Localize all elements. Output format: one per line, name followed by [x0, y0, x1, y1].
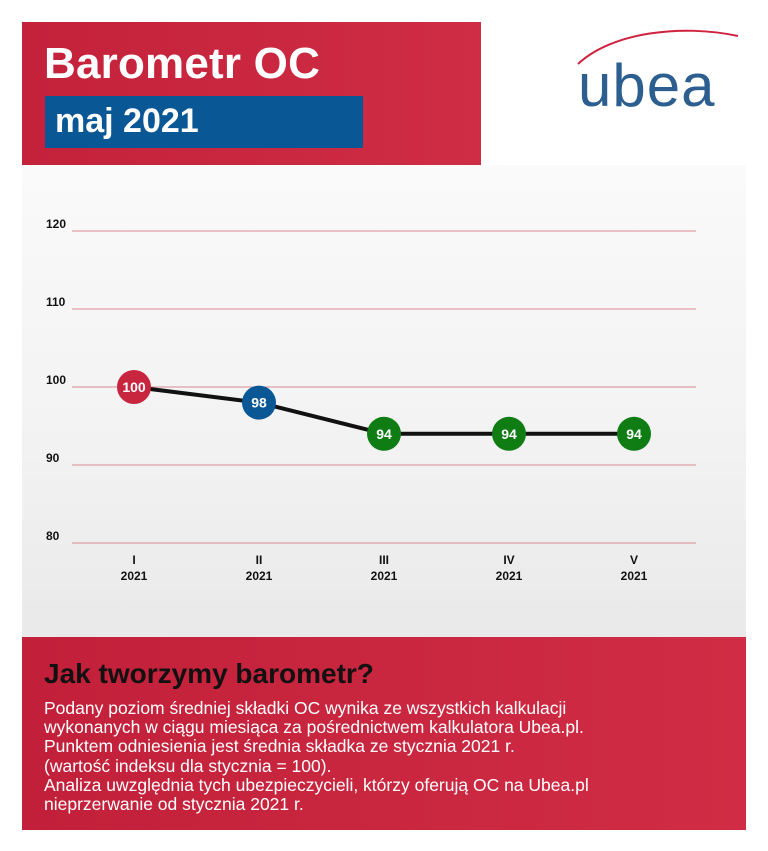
data-label: 100 — [122, 379, 146, 395]
x-tick-label: II — [255, 553, 263, 567]
ubea-logo-icon — [572, 24, 744, 114]
y-tick-label: 80 — [46, 529, 60, 543]
y-tick-label: 90 — [46, 451, 60, 465]
x-axis-labels — [121, 553, 648, 583]
info-line: (wartość indeksu dla stycznia = 100). — [44, 755, 332, 776]
data-label: 94 — [626, 425, 642, 442]
page-title: Barometr OC — [44, 39, 321, 88]
info-line: Podany poziom średniej składki OC wynika ze wszystkich kalkulacji — [44, 698, 567, 718]
x-tick-label: IV — [503, 553, 515, 567]
page-subtitle: maj 2021 — [55, 102, 199, 140]
x-tick-year-label: 2021 — [120, 569, 148, 583]
logo-text: ubea — [578, 52, 716, 114]
info-text — [44, 699, 734, 814]
data-label: 94 — [501, 425, 517, 442]
x-tick-label: V — [629, 553, 639, 567]
x-tick-year-label: 2021 — [370, 569, 398, 583]
x-tick-year-label: 2021 — [245, 569, 273, 583]
point-layer — [117, 370, 651, 451]
info-line: Analiza uwzględnia tych ubezpieczycieli, którzy oferują OC na Ubea.pl — [44, 774, 589, 795]
y-tick-label: 110 — [46, 295, 66, 309]
info-line: Punktem odniesienia jest średnia składka ze stycznia 2021 r. — [44, 736, 515, 757]
line-chart — [22, 165, 746, 637]
info-line: nieprzerwanie od stycznia 2021 r. — [44, 794, 304, 815]
info-line: wykonanych w ciągu miesiąca za pośrednictwem kalkulatora Ubea.pl. — [44, 717, 584, 738]
y-tick-label: 100 — [46, 373, 67, 387]
x-tick-year-label: 2021 — [495, 569, 523, 583]
x-tick-label: III — [378, 553, 390, 567]
chart-panel — [22, 165, 746, 637]
data-label: 94 — [376, 425, 392, 442]
info-title: Jak tworzymy barometr? — [44, 658, 374, 689]
x-tick-label: I — [132, 553, 136, 567]
y-tick-label: 120 — [46, 217, 67, 231]
data-label: 98 — [251, 394, 267, 411]
x-tick-year-label: 2021 — [620, 569, 648, 583]
